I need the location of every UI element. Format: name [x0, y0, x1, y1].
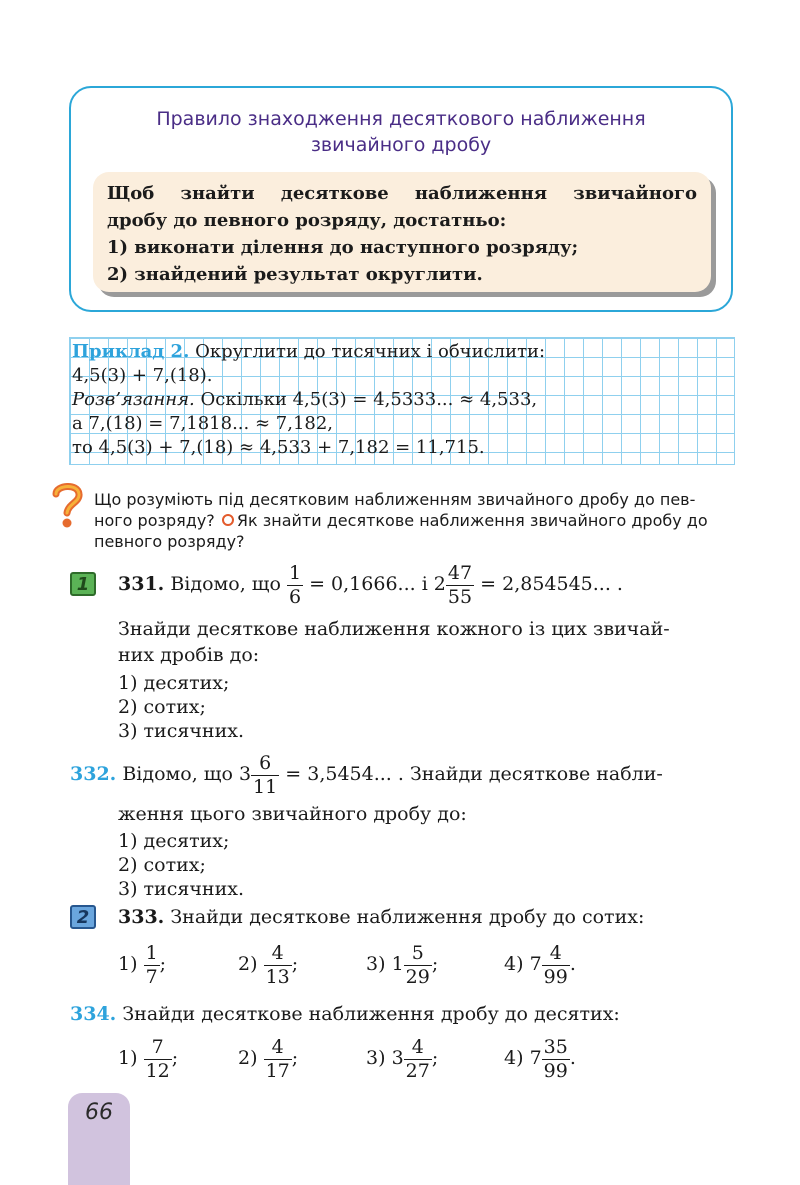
ex333-item-1 [118, 940, 166, 988]
question-line-1: Що розуміють під десятковим наближенням звичайного дробу до пев- [94, 490, 696, 509]
example-expression: 4,5(3) + 7,(18). [72, 365, 213, 386]
ex333-item-4 [504, 940, 576, 988]
ex334-item-4 [504, 1034, 576, 1082]
fraction [542, 941, 570, 988]
ex331-item-1: 1) десятих; [118, 672, 230, 694]
rule-statement [93, 172, 711, 292]
question-mark-icon [50, 480, 84, 530]
ex331-number: 331. [118, 573, 165, 595]
item-label: 2) [238, 953, 258, 975]
item-label: 1) [118, 953, 138, 975]
rule-line-4: 2) знайдений результат округлити. [107, 264, 483, 285]
rule-box [69, 86, 733, 312]
fraction [542, 1035, 570, 1082]
fraction [404, 1035, 432, 1082]
example-label: Приклад 2. [72, 341, 190, 362]
frac-den: 29 [405, 965, 430, 988]
ex334-item-3 [366, 1034, 438, 1082]
example-line-3 [72, 388, 537, 412]
frac-num: 5 [404, 944, 432, 966]
ex334-item-1 [118, 1034, 178, 1082]
ex332-item-2: 2) сотих; [118, 854, 206, 876]
ex331-line-3: них дробів до: [118, 644, 260, 666]
item-label: 4) [504, 953, 524, 975]
ex332-text-b: = 3,5454... . Знайди десяткове набли- [285, 763, 663, 785]
item-label: 4) [504, 1047, 524, 1069]
frac-den: 12 [145, 1059, 170, 1082]
fraction [264, 1035, 292, 1082]
ex332-item-3: 3) тисячних. [118, 878, 244, 900]
item-end: ; [171, 1047, 179, 1069]
ex331-line-1 [118, 560, 623, 608]
item-label: 3) [366, 953, 386, 975]
ex331-item-2: 2) сотих; [118, 696, 206, 718]
ex331-line-2: Знайди десяткове наближення кожного із цих звичай- [118, 618, 670, 640]
rule-title [71, 106, 731, 158]
frac-num: 4 [542, 944, 570, 966]
fraction [264, 941, 292, 988]
page-number: 66 [85, 1100, 113, 1125]
mixed-whole: 1 [391, 953, 404, 975]
rule-title-line1: Правило знаходження десяткового наближення [156, 108, 646, 130]
item-label: 3) [366, 1047, 386, 1069]
item-label: 2) [238, 1047, 258, 1069]
item-label: 1) [118, 1047, 138, 1069]
frac-den: 7 [145, 965, 158, 988]
ex332-item-1: 1) десятих; [118, 830, 230, 852]
item-end: . [569, 1047, 576, 1069]
item-end: ; [291, 1047, 299, 1069]
mixed-whole: 7 [529, 1047, 542, 1069]
frac-den: 27 [405, 1059, 430, 1082]
fraction [144, 941, 160, 988]
solution-text-3: то 4,5(3) + 7,(18) ≈ 4,533 + 7,182 = 11,715. [72, 437, 485, 458]
frac-den: 11 [253, 775, 278, 798]
frac-num: 4 [404, 1038, 432, 1060]
frac-num: 47 [447, 561, 473, 584]
question-line-3: певного розряду? [94, 532, 245, 551]
example-task: Округлити до тисячних і обчислити: [189, 341, 546, 362]
ex331-text-c: = 2,854545... . [480, 573, 623, 595]
frac-num: 7 [144, 1038, 172, 1060]
frac-num: 6 [251, 754, 279, 776]
question-line-2 [94, 510, 708, 531]
ex333-line-1 [118, 904, 644, 930]
frac-num: 4 [264, 944, 292, 966]
ex333-number: 333. [118, 906, 165, 928]
question-2-start: Як знайти десяткове наближення звичайного дробу до [236, 511, 708, 530]
frac-den: 99 [543, 1059, 568, 1082]
level-1-badge: 1 [70, 572, 96, 596]
item-end: ; [431, 1047, 439, 1069]
fraction-47-55 [446, 561, 474, 608]
ex333-item-2 [238, 940, 298, 988]
mixed-whole: 7 [529, 953, 542, 975]
ex331-text-a: Відомо, що [170, 573, 281, 595]
item-end: . [569, 953, 576, 975]
frac-den: 99 [543, 965, 568, 988]
ex334-item-2 [238, 1034, 298, 1082]
rule-line-1: Щоб знайти десяткове наближення звичайного [107, 183, 697, 204]
fraction-6-11 [251, 751, 279, 798]
frac-den: 13 [265, 965, 290, 988]
rule-line-2: дробу до певного розряду, достатньо: [107, 210, 507, 231]
fraction [404, 941, 432, 988]
frac-num: 1 [288, 561, 302, 584]
frac-num: 1 [145, 941, 158, 964]
mixed-whole: 3 [391, 1047, 404, 1069]
frac-den: 55 [447, 585, 473, 608]
level-2-badge: 2 [70, 905, 96, 929]
solution-text-1: Оскільки 4,5(3) = 4,5333... ≈ 4,533, [194, 389, 538, 410]
question-1-end: ного розряду? [94, 511, 215, 530]
ex332-line-1 [70, 750, 663, 798]
ex332-line-2: ження цього звичайного дробу до: [118, 803, 467, 825]
rule-title-line2: звичайного дробу [310, 134, 492, 156]
item-end: ; [159, 953, 167, 975]
frac-den: 6 [288, 585, 302, 608]
circle-bullet-icon [222, 514, 234, 526]
ex333-text: Знайди десяткове наближення дробу до сотих: [170, 906, 645, 928]
frac-den: 17 [265, 1059, 290, 1082]
ex331-text-b: = 0,1666... і 2 [309, 573, 446, 595]
ex334-line-1 [70, 1001, 620, 1027]
item-end: ; [431, 953, 439, 975]
item-end: ; [291, 953, 299, 975]
frac-num: 35 [543, 1035, 568, 1058]
ex331-item-3: 3) тисячних. [118, 720, 244, 742]
ex332-number: 332. [70, 763, 117, 785]
ex334-text: Знайди десяткове наближення дробу до десятих: [122, 1003, 620, 1025]
example-line-1 [72, 340, 545, 364]
solution-text-2: а 7,(18) = 7,1818... ≈ 7,182, [72, 413, 334, 434]
fraction-1-6 [287, 561, 303, 608]
rule-line-3: 1) виконати ділення до наступного розряду; [107, 237, 579, 258]
frac-num: 4 [264, 1038, 292, 1060]
solution-label: Розв’язання. [72, 389, 195, 410]
fraction [144, 1035, 172, 1082]
ex332-text-a: Відомо, що 3 [122, 763, 252, 785]
ex333-item-3 [366, 940, 438, 988]
ex334-number: 334. [70, 1003, 117, 1025]
